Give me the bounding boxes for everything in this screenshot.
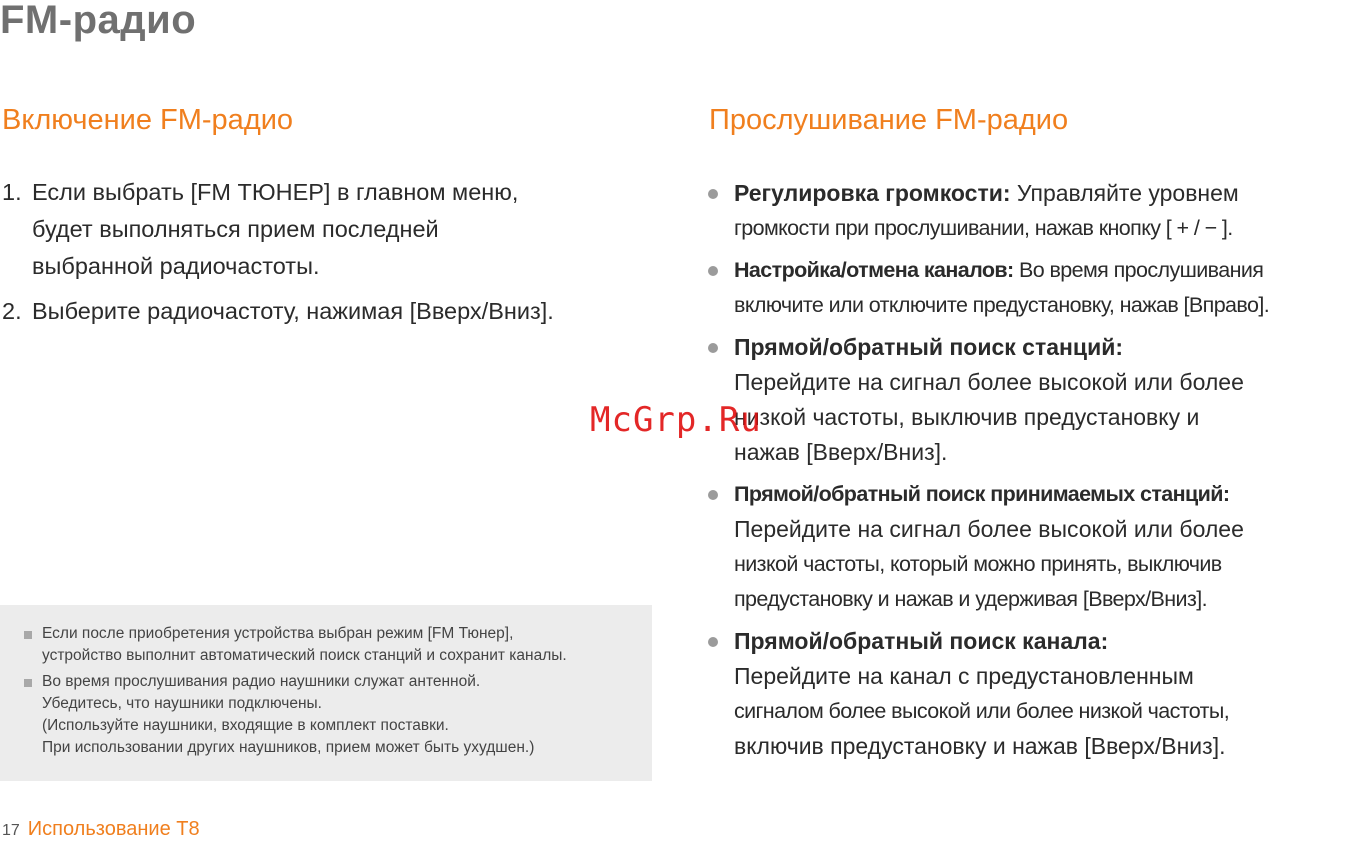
- step-line: Выберите радиочастоту, нажимая [Вверх/Вниз].: [32, 298, 554, 324]
- page-footer: [2, 818, 200, 841]
- square-bullet-icon: [24, 671, 42, 759]
- feature-heading: Прямой/обратный поиск принимаемых станций:: [734, 482, 1230, 506]
- notes-box: [0, 605, 652, 781]
- feature-line: Перейдите на сигнал более высокой или более: [734, 369, 1244, 395]
- square-bullet-icon: [24, 623, 42, 667]
- steps-list: [2, 174, 662, 338]
- feature-line: низкой частоты, который можно принять, выключив: [734, 552, 1222, 576]
- bullet-dot-icon: [708, 637, 718, 647]
- feature-item: [706, 330, 1362, 470]
- note-line: При использовании других наушников, прием может быть ухудшен.): [42, 739, 535, 756]
- feature-heading: Прямой/обратный поиск станций:: [734, 334, 1124, 360]
- footer-section: Использование T8: [27, 818, 200, 840]
- note-line: Убедитесь, что наушники подключены.: [42, 695, 322, 712]
- step-item: [2, 293, 662, 330]
- bullet-dot-icon: [708, 343, 718, 353]
- feature-line: низкой частоты, выключив предустановку и: [734, 404, 1200, 430]
- note-item: [24, 623, 638, 667]
- watermark: McGrp.Ru: [590, 400, 762, 440]
- feature-line: Перейдите на канал с предустановленным: [734, 663, 1194, 689]
- step-text: [32, 174, 518, 285]
- step-item: [2, 174, 662, 285]
- feature-item: [706, 477, 1362, 617]
- page-title: FM-радио: [0, 0, 197, 42]
- step-line: Если выбрать [FM ТЮНЕР] в главном меню,: [32, 179, 519, 205]
- note-text: [42, 671, 534, 759]
- feature-text: Во время прослушивания: [1013, 258, 1264, 282]
- note-line: устройство выполнит автоматический поиск станций и сохранит каналы.: [42, 647, 567, 664]
- note-text: [42, 623, 567, 667]
- feature-line: предустановку и нажав и удерживая [Вверх/Вниз].: [734, 587, 1207, 611]
- section-title-listening-fm: Прослушивание FM-радио: [709, 104, 1069, 136]
- bullet-dot-icon: [708, 189, 718, 199]
- bullet-dot-icon: [708, 266, 718, 276]
- step-line: выбранной радиочастоты.: [32, 253, 320, 279]
- feature-line: Перейдите на сигнал более высокой или более: [734, 516, 1244, 542]
- feature-heading: Прямой/обратный поиск канала:: [734, 628, 1109, 654]
- section-title-enable-fm: Включение FM-радио: [2, 104, 294, 136]
- page-number: 17: [2, 822, 20, 839]
- feature-line: включите или отключите предустановку, нажав [Вправо].: [734, 293, 1270, 317]
- feature-text: Управляйте уровнем: [1010, 180, 1239, 206]
- step-text: [32, 293, 554, 330]
- feature-line: включив предустановку и нажав [Вверх/Вниз].: [734, 733, 1226, 759]
- note-line: Если после приобретения устройства выбран режим [FM Тюнер],: [42, 625, 514, 642]
- step-line: будет выполняться прием последней: [32, 216, 439, 242]
- note-line: Во время прослушивания радио наушники служат антенной.: [42, 673, 481, 690]
- bullet-dot-icon: [708, 490, 718, 500]
- note-item: [24, 671, 638, 759]
- note-line: (Используйте наушники, входящие в комплект поставки.: [42, 717, 449, 734]
- step-number: 2.: [2, 298, 22, 324]
- feature-heading: Регулировка громкости:: [734, 180, 1011, 206]
- features-list: [706, 176, 1362, 771]
- step-number: 1.: [2, 179, 22, 205]
- feature-heading: Настройка/отмена каналов:: [734, 258, 1014, 282]
- feature-item: [706, 624, 1362, 764]
- feature-item: [706, 253, 1362, 323]
- feature-line: сигналом более высокой или более низкой частоты,: [734, 699, 1230, 723]
- feature-line: громкости при прослушивании, нажав кнопку [ + / − ].: [734, 216, 1233, 240]
- feature-item: [706, 176, 1362, 246]
- feature-line: нажав [Вверх/Вниз].: [734, 439, 948, 465]
